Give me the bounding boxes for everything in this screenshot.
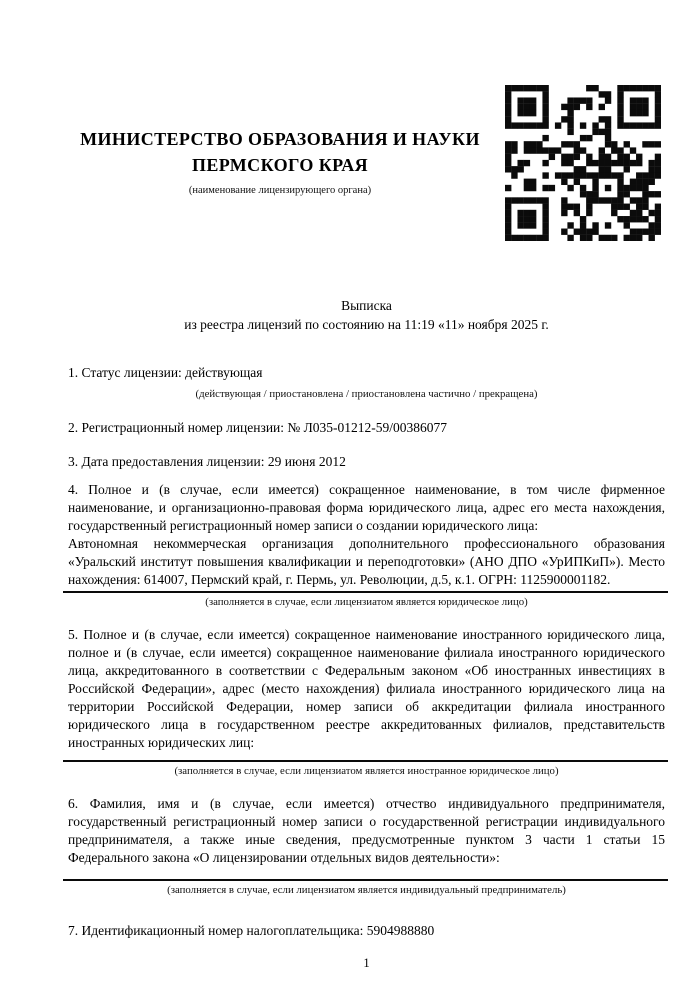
licensing-authority-header bbox=[68, 126, 492, 198]
qr-code bbox=[505, 85, 661, 241]
foreign-entity-intro: 5. Полное и (в случае, если имеется) сокращенное наименование иностранного юридического лица, полное и (в случае, если имеется) сокращенное наименование филиала иностранного юридического лица, аккредитованного в соответствии с Федеральным законом «Об иностранных инвестициях в Российской Федерации», адрес (место нахождения) филиала иностранного юридического лица на территории Российской Федерации, номер записи об аккредитации филиала иностранного юридического лица в государственном реестре аккредитованных филиалов, представительств иностранных юридических лиц: bbox=[68, 627, 665, 750]
license-status-caption: (действующая / приостановлена / приостановлена частично / прекращена) bbox=[195, 388, 538, 400]
document-body bbox=[68, 296, 665, 972]
legal-entity-value: Автономная некоммерческая организация дополнительного профессионального образования «Уральский институт повышения квалификации и переподготовки» (АНО ДПО «УрИПКиП»). Место нахождения: 614007, Пермский край, г. Пермь, ул. Революции, д.5, к.1. ОГРН: 1125900001182. bbox=[68, 536, 665, 587]
ministry-name-line1: МИНИСТЕРСТВО ОБРАЗОВАНИЯ И НАУКИ bbox=[80, 129, 480, 149]
document-title-line2: из реестра лицензий по состоянию на 11:19 «11» ноября 2025 г. bbox=[184, 317, 549, 332]
foreign-entity-caption: (заполняется в случае, если лицензиатом является иностранное юридическое лицо) bbox=[174, 765, 559, 777]
legal-entity-intro: 4. Полное и (в случае, если имеется) сокращенное наименование, в том числе фирменное наименование, и организационно-правовая форма юридического лица, адрес его места нахождения, государственный регистрационный номер записи о создании юридического лица: bbox=[68, 482, 665, 533]
page-number: 1 bbox=[363, 956, 370, 970]
license-status-line: 1. Статус лицензии: действующая bbox=[68, 365, 263, 380]
taxpayer-id-line: 7. Идентификационный номер налогоплательщика: 5904988880 bbox=[68, 923, 435, 938]
legal-entity-caption: (заполняется в случае, если лицензиатом является юридическое лицо) bbox=[205, 596, 528, 608]
document-title-line1: Выписка bbox=[341, 298, 392, 313]
registration-number-line: 2. Регистрационный номер лицензии: № Л035-01212-59/00386077 bbox=[68, 420, 448, 435]
grant-date-line: 3. Дата предоставления лицензии: 29 июня 2012 bbox=[68, 454, 346, 469]
ministry-name-line2: ПЕРМСКОГО КРАЯ bbox=[191, 155, 369, 175]
ministry-name bbox=[68, 126, 492, 178]
individual-entrepreneur-caption: (заполняется в случае, если лицензиатом является индивидуальный предприниматель) bbox=[167, 884, 566, 896]
individual-entrepreneur-intro: 6. Фамилия, имя и (в случае, если имеется) отчество индивидуального предпринимателя, государственный регистрационный номер записи о государственной регистрации индивидуального предпринимателя, а также иные сведения, предусмотренные пунктом 3 части 1 статьи 15 Федерального закона «О лицензировании отдельных видов деятельности»: bbox=[68, 796, 665, 865]
fill-in-rule-foreign-entity bbox=[63, 760, 668, 762]
document-title bbox=[68, 296, 665, 334]
fill-in-rule-individual-entrepreneur bbox=[63, 879, 668, 881]
ministry-name-caption: (наименование лицензирующего органа) bbox=[188, 185, 372, 196]
fill-in-rule-legal-entity bbox=[63, 591, 668, 593]
